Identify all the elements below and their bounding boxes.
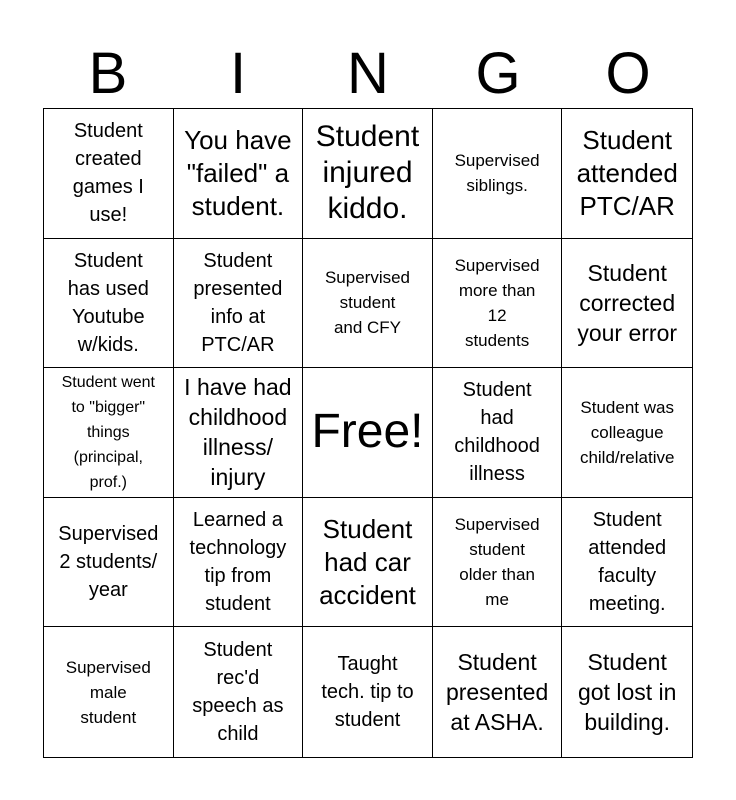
bingo-cell-o5[interactable] (562, 627, 692, 757)
bingo-cell-o4[interactable] (562, 498, 692, 628)
bingo-cell-i4[interactable] (174, 498, 304, 628)
cell-text: Supervised 2 students/ year (58, 523, 159, 602)
cell-text: Supervised siblings. (454, 151, 540, 196)
cell-text: Supervised more than 12 students (454, 255, 540, 350)
bingo-cell-n1[interactable] (303, 109, 433, 239)
header-letter-g: G (475, 41, 521, 106)
bingo-cell-n2[interactable] (303, 239, 433, 369)
cell-text: Student presented at ASHA. (445, 649, 549, 736)
cell-text: Student got lost in building. (577, 649, 677, 736)
bingo-cell-i5[interactable] (174, 627, 304, 757)
bingo-cell-b2[interactable] (44, 239, 174, 369)
cell-text: Student has used Youtube w/kids. (67, 249, 149, 356)
cell-text: Learned a technology tip from student (189, 509, 287, 616)
header-letter-b: B (88, 41, 128, 106)
cell-text: Student had car accident (319, 513, 416, 610)
bingo-card (43, 108, 693, 758)
cell-text: I have had childhood illness/ injury (184, 374, 292, 491)
bingo-cell-g4[interactable] (433, 498, 563, 628)
bingo-cell-i1[interactable] (174, 109, 304, 239)
bingo-cell-n3[interactable] (303, 368, 433, 498)
cell-text: Student was colleague child/relative (579, 397, 675, 467)
bingo-cell-g5[interactable] (433, 627, 563, 757)
cell-text: Student had childhood illness (454, 379, 540, 486)
bingo-cell-i2[interactable] (174, 239, 304, 369)
header-letter-o: O (605, 41, 651, 106)
bingo-cell-o2[interactable] (562, 239, 692, 369)
cell-text: Student attended faculty meeting. (588, 509, 667, 616)
bingo-cell-b3[interactable] (44, 368, 174, 498)
bingo-header (43, 40, 693, 108)
cell-text: Student attended PTC/AR (576, 124, 678, 221)
cell-text: Student injured kiddo. (315, 120, 420, 226)
header-letter-i: I (229, 41, 247, 106)
bingo-cell-n5[interactable] (303, 627, 433, 757)
bingo-cell-g1[interactable] (433, 109, 563, 239)
cell-text: You have "failed" a student. (184, 124, 292, 221)
cell-text: Student presented info at PTC/AR (193, 249, 283, 356)
cell-text: Student went to "bigger" things (principal, prof.) (61, 373, 155, 491)
cell-text: Student rec'd speech as child (192, 639, 284, 746)
cell-text: Student corrected your error (577, 259, 678, 346)
header-letter-n: N (347, 41, 389, 106)
bingo-cell-o1[interactable] (562, 109, 692, 239)
free-space-text: Free! (311, 405, 424, 459)
bingo-cell-b4[interactable] (44, 498, 174, 628)
cell-text: Supervised male student (65, 657, 151, 727)
bingo-cell-o3[interactable] (562, 368, 692, 498)
bingo-cell-g2[interactable] (433, 239, 563, 369)
bingo-cell-n4[interactable] (303, 498, 433, 628)
cell-text: Taught tech. tip to student (321, 653, 414, 732)
bingo-cell-i3[interactable] (174, 368, 304, 498)
cell-text: Supervised student older than me (454, 515, 540, 610)
cell-text: Supervised student and CFY (324, 268, 411, 338)
cell-text: Student created games I use! (72, 120, 144, 227)
bingo-cell-b5[interactable] (44, 627, 174, 757)
bingo-cell-g3[interactable] (433, 368, 563, 498)
bingo-cell-b1[interactable] (44, 109, 174, 239)
